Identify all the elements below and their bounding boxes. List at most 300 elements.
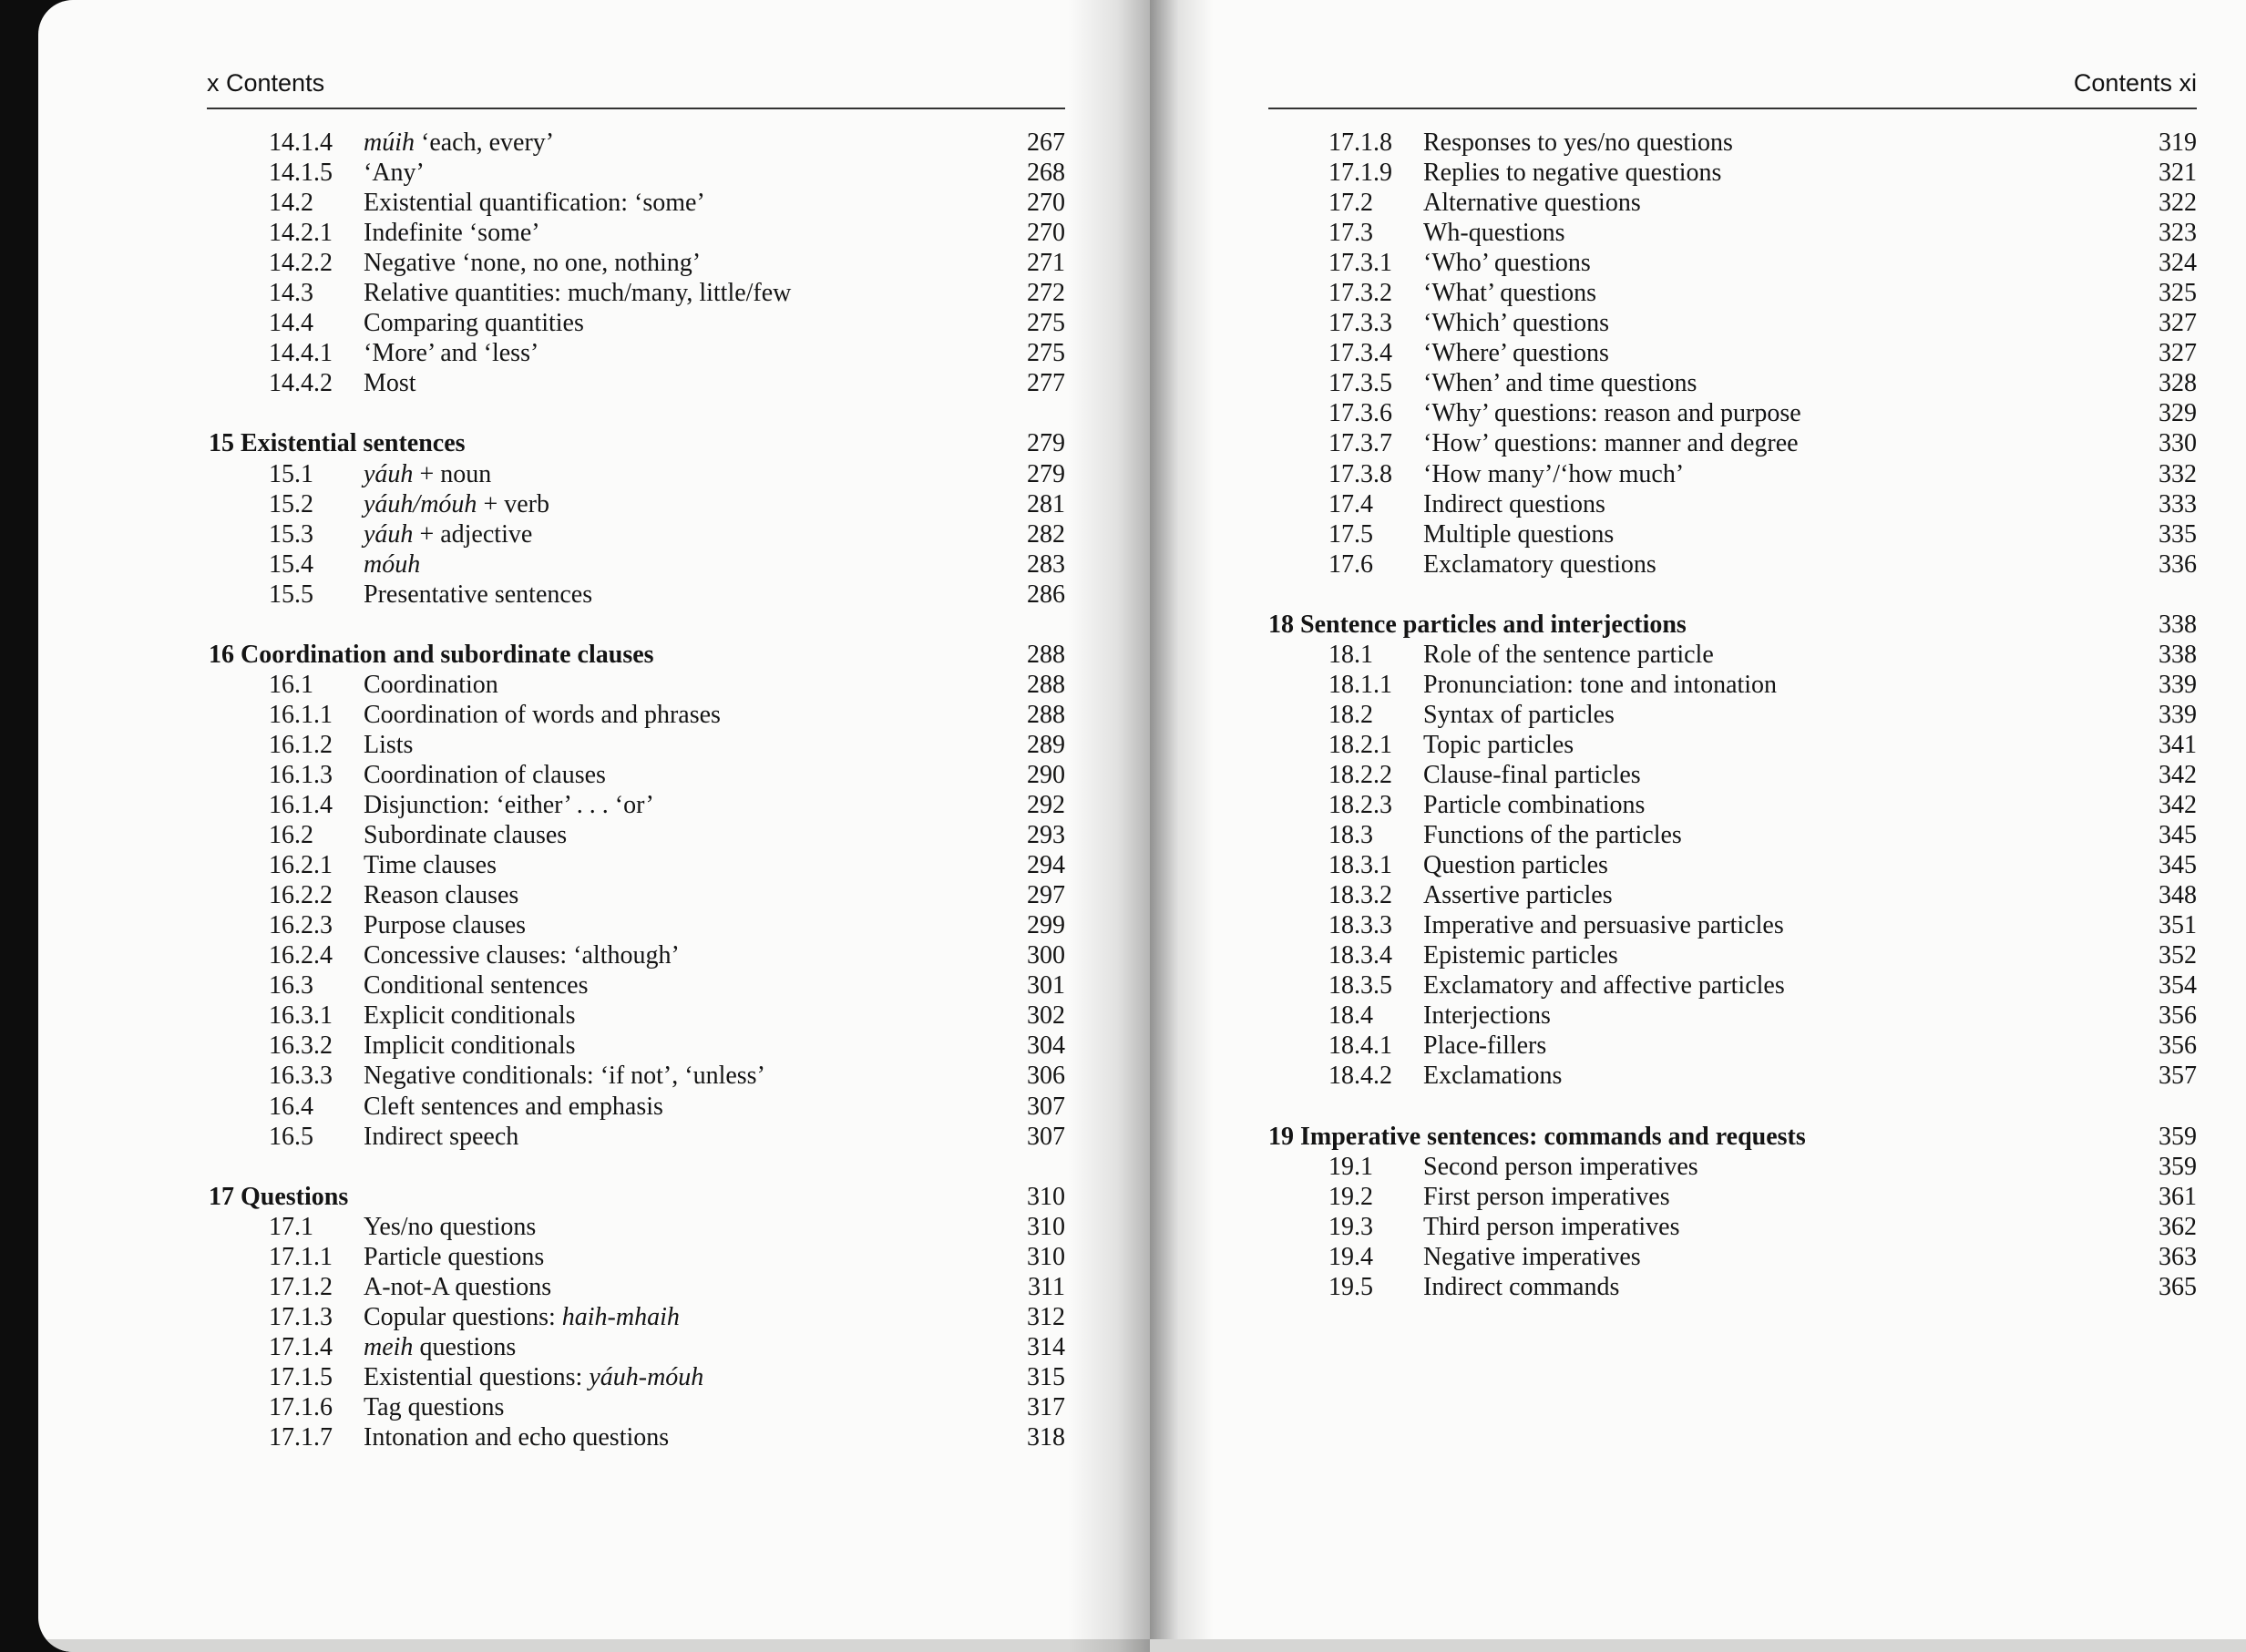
chapter-spacer: [209, 1152, 1065, 1182]
section-number: 19.5: [1328, 1272, 1373, 1301]
page-number: 282: [1027, 519, 1065, 549]
section-number: 17.3.1: [1328, 249, 1392, 278]
section-number: 18.3.1: [1328, 851, 1392, 880]
section-number: 16.1: [269, 670, 313, 699]
toc-entry: [209, 308, 1065, 338]
section-title: [1423, 489, 1605, 519]
section-number: 17.3: [1328, 219, 1373, 248]
title-text: Exclamations: [1423, 1062, 1563, 1091]
page-number: 323: [2159, 219, 2197, 248]
page-number: 272: [1027, 279, 1065, 308]
section-number: 19.1: [1328, 1152, 1373, 1181]
section-number: 18.3: [1328, 821, 1373, 850]
chapter-spacer: [209, 610, 1065, 640]
italic-term: yáuh: [364, 459, 414, 488]
toc-entry: [209, 1242, 1065, 1272]
page-number: 338: [2159, 610, 2197, 639]
page-number: 327: [2159, 309, 2197, 338]
page-number: 357: [2159, 1062, 2197, 1091]
chapter-heading: [209, 1182, 1065, 1212]
toc-entry: [209, 1000, 1065, 1031]
title-text: Assertive particles: [1423, 881, 1613, 910]
title-text: ‘each, every’: [415, 128, 555, 157]
chapter-spacer: [209, 398, 1065, 428]
section-number: 16.3.1: [269, 1001, 333, 1031]
section-number: 17.5: [1328, 519, 1373, 549]
section-title: [1423, 760, 1641, 790]
title-text: Exclamatory questions: [1423, 549, 1656, 579]
title-text: ‘When’ and time questions: [1423, 369, 1697, 398]
section-number: 17.1.3: [269, 1302, 333, 1331]
section-title: [364, 459, 491, 489]
italic-term: móuh: [364, 549, 421, 579]
toc-entry: [209, 880, 1065, 910]
page-number: 310: [1027, 1242, 1065, 1271]
section-number: 18.3.2: [1328, 881, 1392, 910]
section-number: 18.4.1: [1328, 1031, 1392, 1061]
section-title: [364, 1392, 504, 1422]
section-title: [1423, 730, 1574, 760]
section-title: [1423, 1061, 1562, 1091]
title-text: Comparing quantities: [364, 309, 584, 338]
section-title: [1423, 428, 1799, 458]
toc-entry: [1268, 880, 2197, 910]
section-title: [364, 489, 549, 519]
title-text: questions: [413, 1332, 517, 1361]
section-number: 16.2.4: [269, 941, 333, 970]
page-number: 359: [2159, 1152, 2197, 1181]
title-text: ‘How many’/‘how much’: [1423, 459, 1685, 488]
italic-term: yáuh/móuh: [364, 489, 477, 518]
page-number: 333: [2159, 489, 2197, 518]
page-number: 327: [2159, 339, 2197, 368]
title-text: Explicit conditionals: [364, 1001, 576, 1031]
section-title: [364, 338, 538, 368]
section-title: [364, 850, 497, 880]
toc-entry: [209, 790, 1065, 820]
toc-entry: [209, 850, 1065, 880]
section-title: [1423, 850, 1608, 880]
section-number: 16.1.3: [269, 760, 333, 789]
italic-term: meih: [364, 1332, 414, 1361]
section-title: [1423, 338, 1609, 368]
page-number: 362: [2159, 1212, 2197, 1241]
section-title: [1423, 970, 1785, 1000]
section-title: [364, 188, 705, 218]
section-title: [364, 670, 498, 700]
title-text: + adjective: [413, 519, 533, 549]
title-text: + noun: [413, 459, 492, 488]
toc-entry: [1268, 248, 2197, 278]
section-number: 14.2.1: [269, 219, 333, 248]
title-text: A-not-A questions: [364, 1272, 552, 1301]
section-title: [1423, 248, 1591, 278]
section-number: 18.4: [1328, 1001, 1373, 1031]
section-number: 17.1.7: [269, 1423, 333, 1452]
toc-list-right: [1268, 128, 2197, 1302]
section-number: 14.1.4: [269, 128, 333, 157]
title-text: Indefinite ‘some’: [364, 219, 540, 248]
section-title: [364, 1272, 551, 1302]
title-text: Implicit conditionals: [364, 1031, 576, 1061]
title-text: Exclamatory and affective particles: [1423, 971, 1785, 1000]
section-number: 16.1.1: [269, 700, 333, 729]
section-number: 18.2: [1328, 700, 1373, 729]
toc-entry: [209, 128, 1065, 158]
toc-entry: [209, 1392, 1065, 1422]
chapter-title: 16 Coordination and subordinate clauses: [209, 640, 654, 669]
title-text: Disjunction: ‘either’ . . . ‘or’: [364, 791, 654, 820]
page-number: 271: [1027, 249, 1065, 278]
title-text: ‘Who’ questions: [1423, 249, 1591, 278]
page-number: 294: [1027, 851, 1065, 880]
page-number: 288: [1027, 670, 1065, 699]
page-number: 306: [1027, 1062, 1065, 1091]
italic-term: múih: [364, 128, 415, 157]
page-number: 279: [1027, 429, 1065, 458]
page-number: 321: [2159, 159, 2197, 188]
title-text: ‘How’ questions: manner and degree: [1423, 429, 1799, 458]
page-number: 300: [1027, 941, 1065, 970]
page-number: 302: [1027, 1001, 1065, 1031]
running-head-left: x Contents: [207, 69, 325, 97]
title-text: ‘Any’: [364, 159, 425, 188]
toc-entry: [209, 1422, 1065, 1452]
title-text: Role of the sentence particle: [1423, 640, 1714, 669]
chapter-spacer: [1268, 1092, 2197, 1122]
section-title: [364, 1122, 518, 1152]
section-title: [1423, 790, 1645, 820]
page-number: 286: [1027, 580, 1065, 609]
page-number: 339: [2159, 670, 2197, 699]
toc-entry: [209, 278, 1065, 308]
section-number: 18.1: [1328, 640, 1373, 669]
page-number: 319: [2159, 128, 2197, 157]
toc-entry: [1268, 489, 2197, 519]
section-number: 17.3.8: [1328, 459, 1392, 488]
toc-entry: [1268, 700, 2197, 730]
section-number: 14.2: [269, 189, 313, 218]
title-text: Conditional sentences: [364, 971, 589, 1000]
title-text: Most: [364, 369, 416, 398]
title-text: Coordination: [364, 670, 498, 699]
toc-entry: [209, 158, 1065, 188]
toc-entry: [1268, 428, 2197, 458]
toc-entry: [209, 248, 1065, 278]
page-number: 310: [1027, 1182, 1065, 1211]
section-title: [364, 1031, 576, 1061]
section-title: [1423, 880, 1613, 910]
section-title: [1423, 308, 1609, 338]
section-number: 16.1.4: [269, 791, 333, 820]
toc-entry: [1268, 1182, 2197, 1212]
chapter-heading: [209, 640, 1065, 670]
section-number: 16.3: [269, 971, 313, 1000]
section-title: [364, 580, 592, 610]
section-number: 15.5: [269, 580, 313, 609]
title-text: ‘What’ questions: [1423, 279, 1596, 308]
section-title: [1423, 640, 1714, 670]
title-text: Negative conditionals: ‘if not’, ‘unless’: [364, 1062, 765, 1091]
toc-entry: [209, 459, 1065, 489]
page-number: 297: [1027, 881, 1065, 910]
section-title: [1423, 158, 1721, 188]
toc-entry: [1268, 1242, 2197, 1272]
toc-entry: [1268, 128, 2197, 158]
title-text: Subordinate clauses: [364, 821, 568, 850]
italic-term: yáuh-móuh: [589, 1362, 704, 1391]
toc-entry: [1268, 398, 2197, 428]
section-number: 19.3: [1328, 1212, 1373, 1241]
page-number: 268: [1027, 159, 1065, 188]
section-number: 17.1.8: [1328, 128, 1392, 157]
toc-entry: [209, 1272, 1065, 1302]
title-text: Functions of the particles: [1423, 821, 1682, 850]
toc-entry: [209, 489, 1065, 519]
toc-entry: [209, 1332, 1065, 1362]
toc-entry: [1268, 1212, 2197, 1242]
section-number: 18.2.1: [1328, 730, 1392, 759]
page-number: 318: [1027, 1423, 1065, 1452]
section-title: [364, 970, 589, 1000]
toc-entry: [1268, 1061, 2197, 1091]
section-number: 16.5: [269, 1122, 313, 1151]
section-number: 15.4: [269, 549, 313, 579]
section-title: [364, 1061, 765, 1091]
page-number: 348: [2159, 881, 2197, 910]
section-number: 17.3.5: [1328, 369, 1392, 398]
title-text: ‘Where’ questions: [1423, 339, 1609, 368]
title-text: Pronunciation: tone and intonation: [1423, 670, 1778, 699]
italic-term: yáuh: [364, 519, 414, 549]
page-number: 345: [2159, 821, 2197, 850]
section-number: 18.3.5: [1328, 971, 1392, 1000]
toc-entry: [1268, 790, 2197, 820]
section-title: [364, 700, 721, 730]
page-number: 310: [1027, 1212, 1065, 1241]
section-title: [1423, 278, 1596, 308]
title-text: Particle combinations: [1423, 791, 1646, 820]
page-number: 270: [1027, 189, 1065, 218]
section-title: [1423, 1182, 1670, 1212]
section-title: [364, 368, 416, 398]
toc-entry: [209, 519, 1065, 549]
page-number: 330: [2159, 429, 2197, 458]
toc-entry: [1268, 1152, 2197, 1182]
title-text: Negative ‘none, no one, nothing’: [364, 249, 702, 278]
section-number: 17.1.5: [269, 1362, 333, 1391]
section-title: [364, 278, 791, 308]
page-number: 270: [1027, 219, 1065, 248]
section-number: 14.1.5: [269, 159, 333, 188]
italic-term: haih-mhaih: [561, 1302, 680, 1331]
section-title: [364, 218, 540, 248]
page-number: 361: [2159, 1182, 2197, 1211]
section-title: [1423, 128, 1733, 158]
title-text: Indirect questions: [1423, 489, 1605, 518]
toc-entry: [209, 760, 1065, 790]
toc-entry: [209, 1061, 1065, 1091]
title-text: Indirect commands: [1423, 1272, 1620, 1301]
title-text: Question particles: [1423, 851, 1608, 880]
toc-entry: [209, 188, 1065, 218]
page-number: 307: [1027, 1122, 1065, 1151]
section-title: [1423, 1000, 1551, 1031]
page-number: 275: [1027, 309, 1065, 338]
toc-entry: [209, 700, 1065, 730]
toc-entry: [1268, 278, 2197, 308]
toc-entry: [1268, 549, 2197, 580]
section-title: [364, 1332, 516, 1362]
toc-entry: [209, 580, 1065, 610]
section-number: 16.2.3: [269, 911, 333, 940]
page-number: 345: [2159, 851, 2197, 880]
page-number: 277: [1027, 369, 1065, 398]
title-text: Negative imperatives: [1423, 1242, 1641, 1271]
toc-entry: [1268, 820, 2197, 850]
title-text: Clause-final particles: [1423, 760, 1641, 789]
section-title: [1423, 1152, 1698, 1182]
section-title: [364, 910, 526, 940]
section-number: 17.6: [1328, 549, 1373, 579]
title-text: Responses to yes/no questions: [1423, 128, 1733, 157]
page-number: 317: [1027, 1392, 1065, 1421]
section-number: 16.4: [269, 1092, 313, 1121]
title-text: Tag questions: [364, 1392, 505, 1421]
page-number: 342: [2159, 791, 2197, 820]
section-title: [1423, 700, 1615, 730]
toc-entry: [1268, 158, 2197, 188]
title-text: Imperative and persuasive particles: [1423, 911, 1784, 940]
section-number: 17.3.6: [1328, 399, 1392, 428]
section-title: [1423, 519, 1614, 549]
page-number: 354: [2159, 971, 2197, 1000]
title-text: Existential quantification: ‘some’: [364, 189, 705, 218]
section-title: [364, 940, 680, 970]
section-title: [1423, 820, 1682, 850]
page-number: 352: [2159, 941, 2197, 970]
page-number: 356: [2159, 1031, 2197, 1061]
page-number: 299: [1027, 911, 1065, 940]
section-title: [364, 730, 413, 760]
toc-entry: [209, 670, 1065, 700]
toc-entry: [1268, 188, 2197, 218]
title-text: Syntax of particles: [1423, 700, 1615, 729]
title-text: Third person imperatives: [1423, 1212, 1680, 1241]
page-number: 356: [2159, 1001, 2197, 1031]
toc-entry: [209, 970, 1065, 1000]
title-text: Multiple questions: [1423, 519, 1615, 549]
title-text: Place-fillers: [1423, 1031, 1547, 1061]
chapter-spacer: [1268, 580, 2197, 610]
title-text: Yes/no questions: [364, 1212, 537, 1241]
title-text: Existential questions:: [364, 1362, 590, 1391]
title-text: Cleft sentences and emphasis: [364, 1092, 663, 1121]
toc-entry: [1268, 970, 2197, 1000]
page-number: 281: [1027, 489, 1065, 518]
toc-entry: [209, 1362, 1065, 1392]
toc-entry: [1268, 850, 2197, 880]
chapter-heading: [209, 428, 1065, 458]
toc-entry: [209, 338, 1065, 368]
toc-entry: [209, 1122, 1065, 1152]
toc-entry: [1268, 459, 2197, 489]
section-title: [1423, 940, 1618, 970]
title-text: Intonation and echo questions: [364, 1423, 670, 1452]
section-title: [364, 1092, 663, 1122]
toc-entry: [209, 1212, 1065, 1242]
page-number: 290: [1027, 760, 1065, 789]
title-text: ‘Why’ questions: reason and purpose: [1423, 399, 1801, 428]
section-title: [1423, 1212, 1679, 1242]
title-text: Replies to negative questions: [1423, 159, 1722, 188]
section-title: [364, 519, 532, 549]
chapter-title: 17 Questions: [209, 1182, 349, 1211]
section-number: 16.1.2: [269, 730, 333, 759]
section-title: [364, 128, 554, 158]
title-text: Reason clauses: [364, 881, 519, 910]
section-title: [1423, 188, 1641, 218]
toc-entry: [1268, 338, 2197, 368]
page-number: 283: [1027, 549, 1065, 579]
section-number: 14.2.2: [269, 249, 333, 278]
left-page: [38, 0, 1150, 1652]
toc-entry: [209, 820, 1065, 850]
toc-entry: [1268, 1272, 2197, 1302]
toc-entry: [1268, 670, 2197, 700]
section-title: [364, 1242, 544, 1272]
title-text: Coordination of clauses: [364, 760, 606, 789]
section-title: [1423, 549, 1656, 580]
page-number: 288: [1027, 640, 1065, 669]
toc-entry: [209, 1092, 1065, 1122]
title-text: Interjections: [1423, 1001, 1551, 1031]
section-title: [1423, 1242, 1641, 1272]
page-number: 322: [2159, 189, 2197, 218]
section-number: 15.1: [269, 459, 313, 488]
title-text: Particle questions: [364, 1242, 545, 1271]
section-number: 16.2.1: [269, 851, 333, 880]
page-number: 341: [2159, 730, 2197, 759]
section-title: [1423, 459, 1684, 489]
right-page: [1150, 0, 2246, 1652]
page-number: 293: [1027, 821, 1065, 850]
section-title: [1423, 218, 1565, 248]
section-number: 14.4: [269, 309, 313, 338]
title-text: Copular questions:: [364, 1302, 562, 1331]
section-number: 17.3.2: [1328, 279, 1392, 308]
section-number: 15.2: [269, 489, 313, 518]
section-number: 17.1.9: [1328, 159, 1392, 188]
title-text: Alternative questions: [1423, 189, 1641, 218]
toc-entry: [1268, 940, 2197, 970]
section-title: [364, 1362, 703, 1392]
page-number: 351: [2159, 911, 2197, 940]
page-number: 359: [2159, 1122, 2197, 1151]
section-title: [364, 1000, 576, 1031]
section-number: 15.3: [269, 519, 313, 549]
toc-list-left: [209, 128, 1065, 1452]
section-number: 18.4.2: [1328, 1062, 1392, 1091]
section-number: 18.2.3: [1328, 791, 1392, 820]
toc-entry: [1268, 308, 2197, 338]
toc-entry: [1268, 1000, 2197, 1031]
section-number: 17.3.4: [1328, 339, 1392, 368]
title-text: Time clauses: [364, 851, 497, 880]
section-number: 17.1: [269, 1212, 313, 1241]
page-number: 325: [2159, 279, 2197, 308]
section-title: [364, 820, 567, 850]
